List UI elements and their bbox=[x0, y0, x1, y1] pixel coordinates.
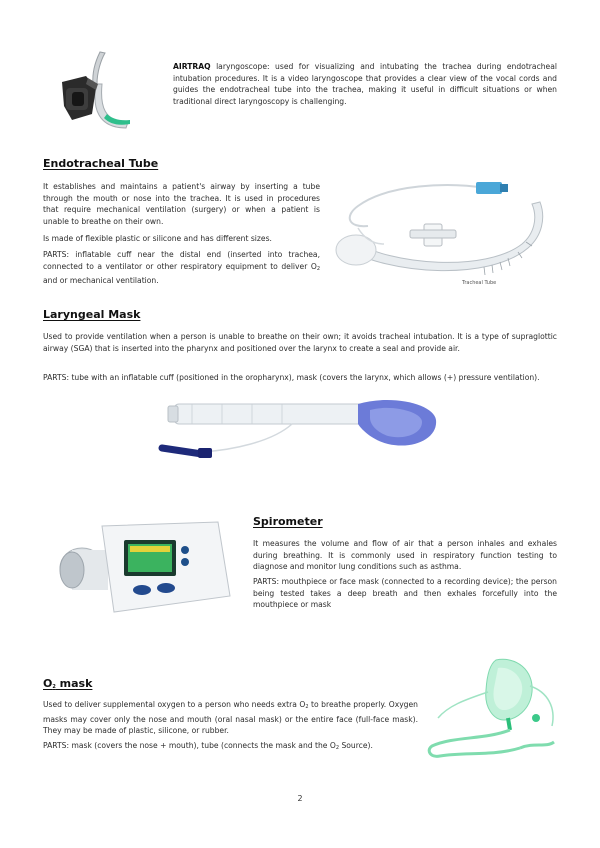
endotracheal-tube-heading: Endotracheal Tube bbox=[43, 157, 159, 170]
spirometer-heading: Spirometer bbox=[253, 515, 323, 528]
spirometer-image bbox=[42, 516, 238, 618]
o2-mask-heading: $O_2$ mask bbox=[43, 677, 93, 690]
laryngeal-paragraph-1: Used to provide ventilation when a person is unable to breathe on their own; it avoids tracheal intubation. It is a type of supraglottic airway (SGA) that is inserted into the pharynx and positioned over the larynx to create a seal and provide air. bbox=[43, 332, 557, 353]
spirometer-paragraph-2: PARTS: mouthpiece or face mask (connected to a recording device); the person being tested takes a deep breath and then exhales forcefully into the mouthpiece or mask bbox=[253, 577, 557, 609]
laryngeal-mask-image bbox=[152, 398, 444, 480]
endotracheal-paragraph-1: It establishes and maintains a patient's airway by inserting a tube through the mouth or nose into the trachea. It is used in procedures that require mechanical ventilation (surgery) or when a patient is unable to breathe on their own. bbox=[43, 182, 320, 226]
o2-mask-paragraph-2: PARTS: mask (covers the nose + mouth), tube (connects the mask and the $O_2$ Source). bbox=[43, 741, 373, 751]
airtraq-description: laryngoscope: used for visualizing and intubating the trachea during endotracheal intubation procedures. It is a video laryngoscope that provides a clear view of the vocal cords and guides the endotracheal tube into the trachea, making it useful in difficult situations or when traditional direct laryngoscopy is challenging. bbox=[173, 62, 557, 106]
endotracheal-tube-image bbox=[328, 178, 560, 290]
laryngeal-mask-heading: Laryngeal Mask bbox=[43, 308, 141, 321]
laryngeal-paragraph-2: PARTS: tube with an inflatable cuff (positioned in the oropharynx), mask (covers the larynx, which allows (+) pressure ventilation). bbox=[43, 373, 540, 382]
spirometer-paragraph-1: It measures the volume and flow of air that a person inhales and exhales during breathing. It is commonly used in respiratory function testing to diagnose and monitor lung conditions such as asthma. bbox=[253, 539, 557, 571]
o2-mask-paragraph-1: Used to deliver supplemental oxygen to a person who needs extra $O_2$ to breathe properly. Oxygen masks may cover only the nose and mouth (oral nasal mask) or the entire face (full-face mask). They may be made of plastic, silicone, or rubber. bbox=[43, 700, 418, 735]
airtraq-brand: AIRTRAQ bbox=[173, 62, 211, 71]
oxygen-mask-image bbox=[424, 656, 564, 766]
tube-marking: Tracheal Tube bbox=[462, 280, 497, 286]
endotracheal-paragraph-2: Is made of flexible plastic or silicone and has different sizes. bbox=[43, 234, 272, 243]
page-number: 2 bbox=[297, 794, 303, 803]
endotracheal-paragraph-3: PARTS: inflatable cuff near the distal end (inserted into trachea, connected to a ventilator or other respiratory equipment to deliver $O_2$ and or mechanical ventilation. bbox=[43, 250, 320, 285]
airtraq-paragraph bbox=[173, 61, 557, 107]
airtraq-laryngoscope-image bbox=[52, 48, 144, 146]
